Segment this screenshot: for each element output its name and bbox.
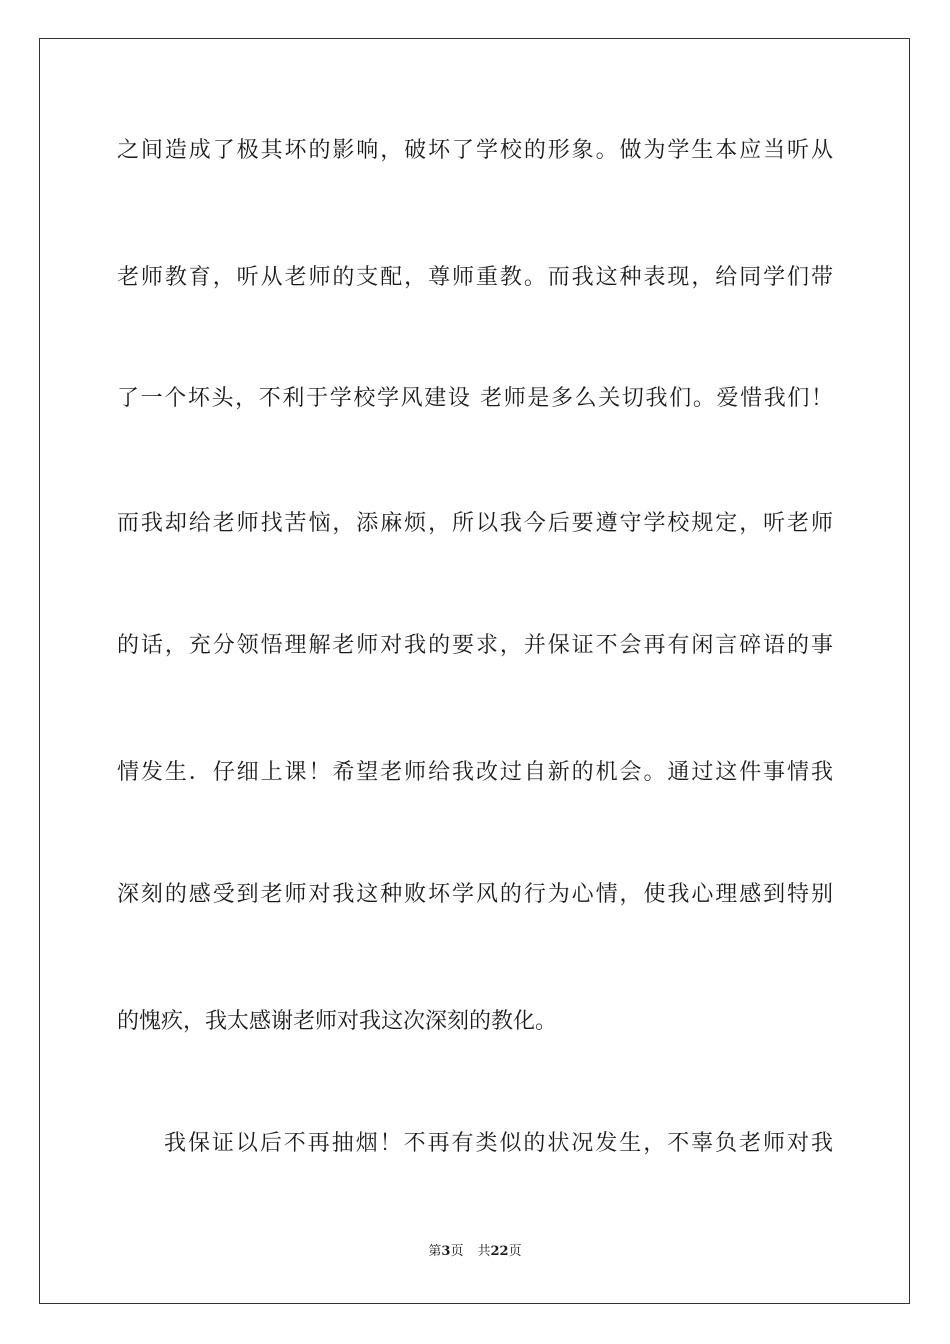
footer-page-suffix: 页 [450,1244,464,1259]
body-line-7: 深刻的感受到老师对我这种败坏学风的行为心情，使我心理感到特别 [117,882,833,907]
footer-page-number: 3 [441,1244,451,1259]
footer-page-prefix: 第 [428,1244,442,1259]
body-line-1: 之间造成了极其坏的影响，破坏了学校的形象。做为学生本应当听从 [117,138,833,163]
footer-total-prefix: 共 [477,1244,491,1259]
body-line-6: 情发生．仔细上课！希望老师给我改过自新的机会。通过这件事情我 [117,760,833,785]
body-line-2: 老师教育，听从老师的支配，尊师重教。而我这种表现，给同学们带 [117,265,833,290]
body-line-5: 的话，充分领悟理解老师对我的要求，并保证不会再有闲言碎语的事 [117,633,833,658]
page-border [39,38,910,1304]
body-line-4: 而我却给老师找苦恼，添麻烦，所以我今后要遵守学校规定，听老师 [117,511,833,536]
body-line-3: 了一个坏头，不利于学校学风建设 老师是多么关切我们。爱惜我们！ [117,386,833,411]
body-line-9: 我保证以后不再抽烟！不再有类似的状况发生，不辜负老师对我 [164,1131,833,1156]
body-line-8: 的愧疚，我太感谢老师对我这次深刻的教化。 [117,1009,558,1034]
footer-total-pages: 22 [490,1244,509,1259]
footer-total-suffix: 页 [508,1244,522,1259]
page-footer [0,1243,950,1261]
